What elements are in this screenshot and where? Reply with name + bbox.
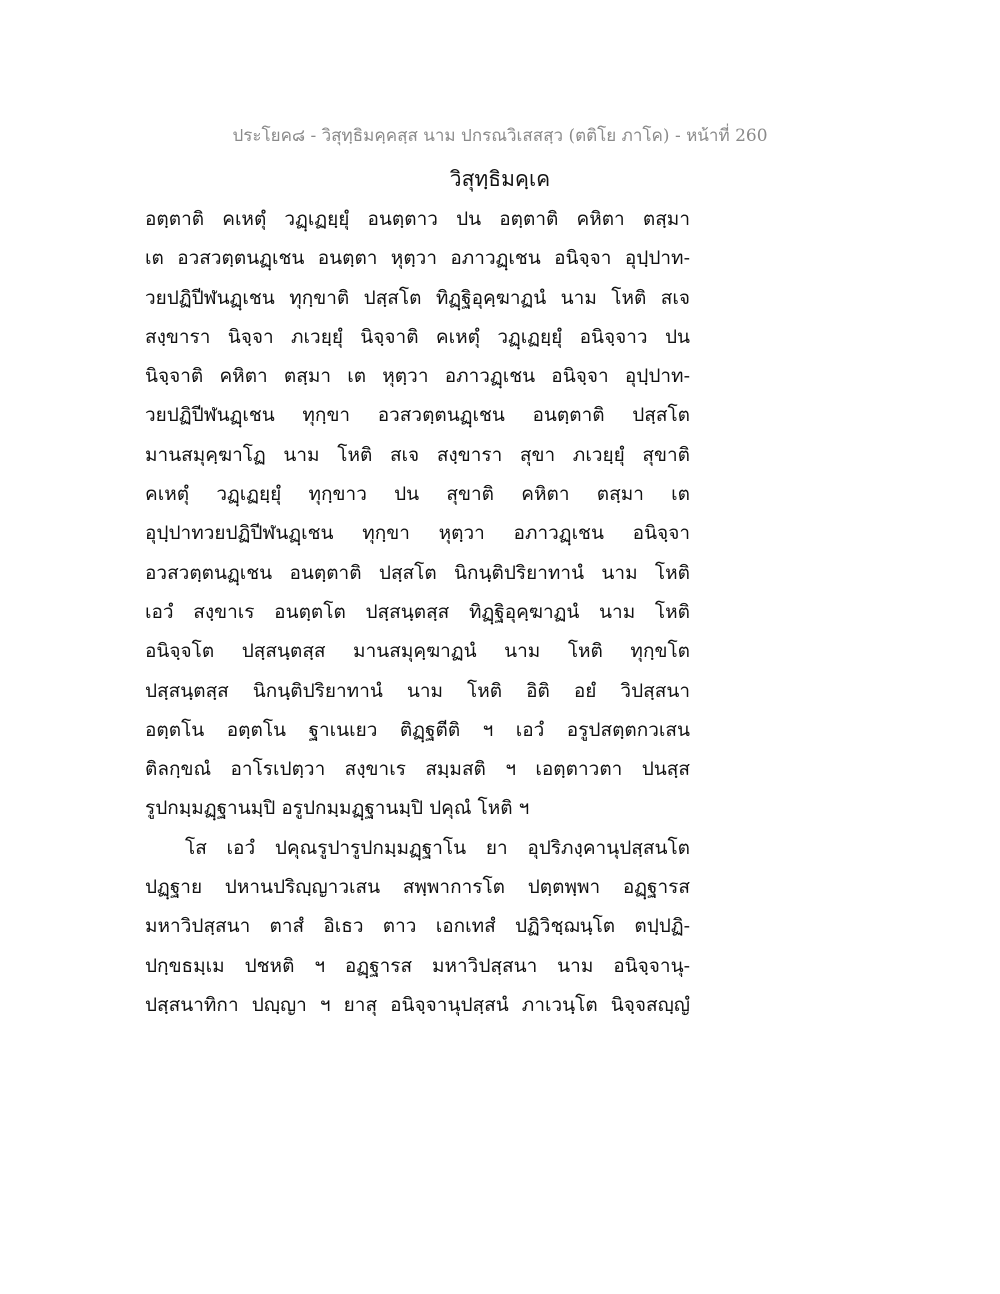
page-header: ประโยค๘ - วิสุทฺธิมคฺคสฺส นาม ปกรณวิเสสสฺว (ตติโย ภาโค) - หน้าที่ 260 [232,126,768,146]
text-line: อวสวตฺตนฏฺเชน อนตฺตาติ ปสฺสโต นิกนฺติปริยาทานํ นาม โหติ [145,561,690,584]
text-line: ติลกฺขณํ อาโรเปตฺวา สงฺขาเร สมฺมสติ ฯ เอตฺตาวตา ปนสฺส [145,758,690,781]
text-line: ปสฺสนาทิกา ปญฺญา ฯ ยาสุ อนิจฺจานุปสฺสนํ ภาเวนฺโต นิจฺจสญฺญํ [145,993,690,1016]
body-text [145,200,690,1025]
text-line: รูปกมฺมฏฺฐานมฺปิ อรูปกมฺมฏฺฐานมฺปิ ปคุณํ โหติ ฯ [145,797,530,820]
text-line: เต อวสวตฺตนฏฺเชน อนตฺตา หุตฺวา อภาวฏฺเชน อนิจฺจา อุปฺปาท- [145,247,690,270]
text-line: เอวํ สงฺขาเร อนตฺตโต ปสฺสนฺตสฺส ทิฏฺฐิอุคฺฆาฏนํ นาม โหติ [145,600,690,623]
text-line: สงฺขารา นิจฺจา ภเวยฺยุํ นิจฺจาติ คเหตุํ วฏฺเฏยฺยุํ อนิจฺจาว ปน [145,325,690,348]
text-line: มหาวิปสฺสนา ตาสํ อิเธว ตาว เอกเทสํ ปฏิวิชฺฌนฺโต ตปฺปฏิ- [145,915,690,938]
text-line: นิจฺจาติ คหิตา ตสฺมา เต หุตฺวา อภาวฏฺเชน อนิจฺจา อุปฺปาท- [145,365,690,388]
text-line: ปสฺสนฺตสฺส นิกนฺติปริยาทานํ นาม โหติ อิติ อยํ วิปสฺสนา [145,679,690,702]
text-line: วยปฏิปีฬนฏฺเชน ทุกฺขา อวสวตฺตนฏฺเชน อนตฺตาติ ปสฺสโต [145,404,690,427]
text-line: อตฺตาติ คเหตุํ วฏฺเฏยฺยุํ อนตฺตาว ปน อตฺตาติ คหิตา ตสฺมา [145,208,690,230]
text-line: อุปฺปาทวยปฏิปีฬนฏฺเชน ทุกฺขา หุตฺวา อภาวฏฺเชน อนิจฺจา [145,522,690,545]
text-line: ปฏฺฐาย ปหานปริญฺญาวเสน สพฺพาการโต ปตฺตพฺพา อฏฺฐารส [145,876,690,899]
text-line: วยปฏิปีฬนฏฺเชน ทุกฺขาติ ปสฺสโต ทิฏฺฐิอุคฺฆาฏนํ นาม โหติ สเจ [145,286,690,309]
text-line: อตฺตโน อตฺตโน ฐาเนเยว ติฏฺฐตีติ ฯ เอวํ อรูปสตฺตกวเสน [145,718,690,741]
text-line: อนิจฺจโต ปสฺสนฺตสฺส มานสมุคฺฆาฏนํ นาม โหติ ทุกฺขโต [145,640,690,663]
text-line: โส เอวํ ปคุณรูปารูปกมฺมฏฺฐาโน ยา อุปริภงฺคานุปสฺสนโต [185,836,690,859]
text-line: คเหตุํ วฏฺเฏยฺยุํ ทุกฺขาว ปน สุขาติ คหิตา ตสฺมา เต [145,483,690,506]
text-line: มานสมุคฺฆาโฏ นาม โหติ สเจ สงฺขารา สุขา ภเวยฺยุํ สุขาติ [145,443,690,466]
section-heading: วิสุทฺธิมคฺเค [449,167,551,191]
text-line: ปกฺขธมฺเม ปชหติ ฯ อฏฺฐารส มหาวิปสฺสนา นาม อนิจฺจานุ- [145,954,690,977]
